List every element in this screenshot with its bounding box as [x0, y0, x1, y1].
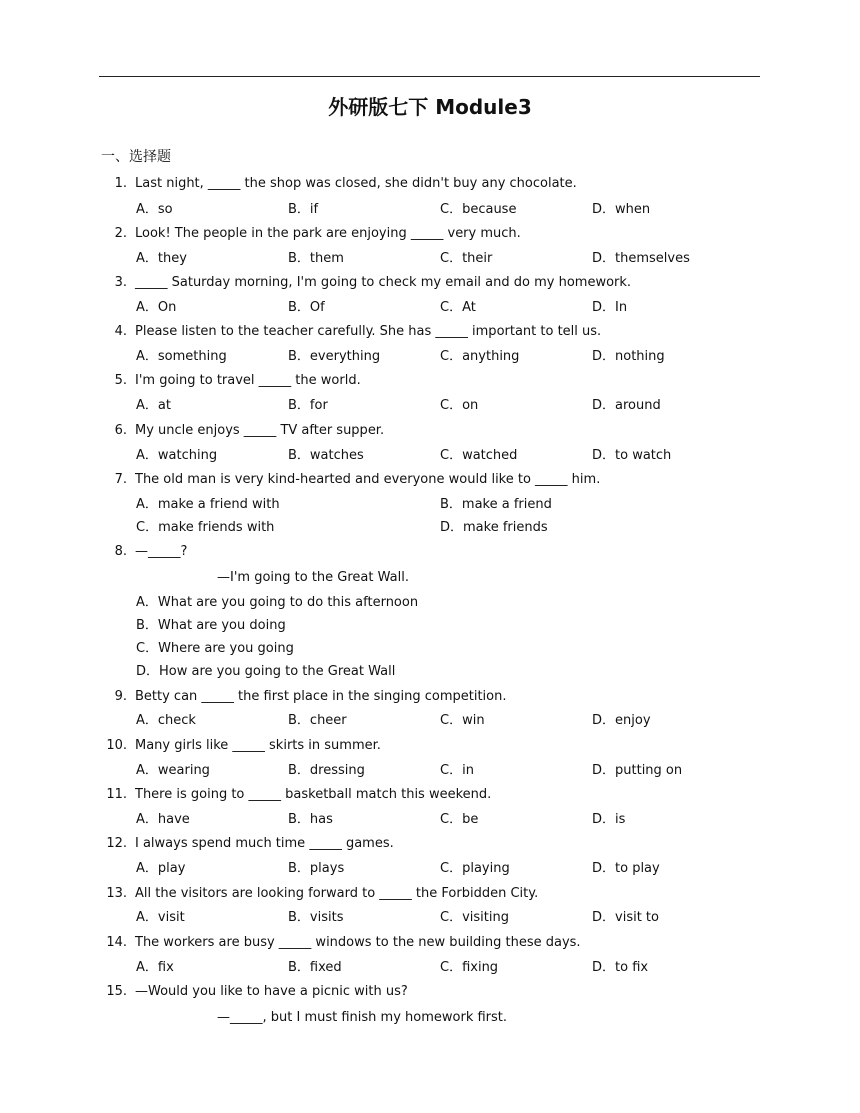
option-a[interactable]: A．On [136, 300, 177, 315]
question-number: 5. [114, 373, 127, 388]
question-11 [100, 785, 760, 805]
option-a[interactable]: A．check [136, 713, 196, 728]
page-title: 外研版七下 Module3 [328, 95, 532, 119]
option-c[interactable]: C．win [440, 713, 485, 728]
option-b[interactable]: B．watches [288, 448, 364, 463]
option-b[interactable]: B．make a friend [440, 497, 552, 512]
option-d[interactable]: D．when [592, 202, 651, 217]
question-stem: There is going to _____ basketball match this weekend. [135, 787, 492, 802]
option-c[interactable]: C．their [440, 251, 493, 266]
options-8-b [0, 616, 860, 636]
option-b[interactable]: B．visits [288, 910, 344, 925]
question-stem: Many girls like _____ skirts in summer. [135, 738, 381, 753]
option-d[interactable]: D．to play [592, 861, 660, 876]
option-b[interactable]: B．Of [288, 300, 325, 315]
question-number: 13. [106, 886, 127, 901]
question-stem: I'm going to travel _____ the world. [135, 373, 361, 388]
question-stem: Last night, _____ the shop was closed, she didn't buy any chocolate. [135, 176, 577, 191]
option-b[interactable]: B．has [288, 812, 333, 827]
option-b[interactable]: B．cheer [288, 713, 347, 728]
header-rule [99, 76, 760, 77]
question-13 [100, 884, 760, 904]
option-c[interactable]: C．Where are you going [136, 641, 294, 656]
question-4 [100, 322, 760, 342]
options-4 [0, 347, 860, 367]
option-d[interactable]: D．to watch [592, 448, 672, 463]
question-number: 7. [114, 472, 127, 487]
options-7-row2 [0, 518, 860, 538]
option-b[interactable]: B．plays [288, 861, 345, 876]
option-d[interactable]: D．to fix [592, 960, 649, 975]
option-c[interactable]: C．watched [440, 448, 518, 463]
option-b[interactable]: B．What are you doing [136, 618, 286, 633]
question-number: 10. [106, 738, 127, 753]
option-c[interactable]: C．fixing [440, 960, 499, 975]
question-stem: My uncle enjoys _____ TV after supper. [135, 423, 385, 438]
option-c[interactable]: C．visiting [440, 910, 509, 925]
option-d[interactable]: D．visit to [592, 910, 659, 925]
dialogue-reply: —I'm going to the Great Wall. [217, 570, 409, 585]
option-d[interactable]: D．In [592, 300, 628, 315]
question-stem: I always spend much time _____ games. [135, 836, 394, 851]
question-number: 9. [114, 689, 127, 704]
options-12 [0, 859, 860, 879]
question-number: 4. [114, 324, 127, 339]
option-b[interactable]: B．them [288, 251, 344, 266]
option-b[interactable]: B．dressing [288, 763, 365, 778]
question-number: 2. [114, 226, 127, 241]
option-a[interactable]: A．watching [136, 448, 218, 463]
options-8-a [0, 593, 860, 613]
options-6 [0, 446, 860, 466]
option-a[interactable]: A．make a friend with [136, 497, 280, 512]
option-b[interactable]: B．everything [288, 349, 381, 364]
options-10 [0, 761, 860, 781]
question-stem: Look! The people in the park are enjoying _____ very much. [135, 226, 521, 241]
option-d[interactable]: D．make friends [440, 520, 548, 535]
question-9 [100, 687, 760, 707]
question-10 [100, 736, 760, 756]
option-a[interactable]: A．have [136, 812, 190, 827]
options-3 [0, 298, 860, 318]
question-6 [100, 421, 760, 441]
question-7 [100, 470, 760, 490]
options-1 [0, 200, 860, 220]
question-8 [100, 542, 760, 562]
option-d[interactable]: D．is [592, 812, 626, 827]
option-d[interactable]: D．enjoy [592, 713, 651, 728]
question-14 [100, 933, 760, 953]
question-number: 3. [114, 275, 127, 290]
question-stem: Please listen to the teacher carefully. She has _____ important to tell us. [135, 324, 602, 339]
option-a[interactable]: A．visit [136, 910, 185, 925]
option-a[interactable]: A．at [136, 398, 171, 413]
question-stem: —_____? [135, 544, 188, 559]
question-number: 12. [106, 836, 127, 851]
option-c[interactable]: C．playing [440, 861, 510, 876]
option-c[interactable]: C．in [440, 763, 474, 778]
option-c[interactable]: C．be [440, 812, 479, 827]
question-1 [100, 174, 760, 194]
options-7-row1 [0, 495, 860, 515]
question-stem: _____ Saturday morning, I'm going to check my email and do my homework. [135, 275, 632, 290]
options-8-d [0, 662, 860, 682]
question-5 [100, 371, 760, 391]
options-13 [0, 908, 860, 928]
options-11 [0, 810, 860, 830]
option-a[interactable]: A．What are you going to do this afternoon [136, 595, 419, 610]
option-a[interactable]: A．wearing [136, 763, 210, 778]
option-a[interactable]: A．something [136, 349, 227, 364]
question-number: 14. [106, 935, 127, 950]
question-15 [100, 982, 760, 1002]
option-a[interactable]: A．play [136, 861, 186, 876]
question-number: 6. [114, 423, 127, 438]
options-5 [0, 396, 860, 416]
option-d[interactable]: D．around [592, 398, 661, 413]
option-a[interactable]: A．they [136, 251, 187, 266]
question-stem: All the visitors are looking forward to _____ the Forbidden City. [135, 886, 539, 901]
option-a[interactable]: A．fix [136, 960, 174, 975]
question-12 [100, 834, 760, 854]
question-number: 11. [106, 787, 127, 802]
question-2 [100, 224, 760, 244]
question-number: 15. [106, 984, 127, 999]
option-c[interactable]: C．because [440, 202, 517, 217]
option-d[interactable]: D．putting on [592, 763, 683, 778]
options-8-c [0, 639, 860, 659]
option-d[interactable]: D．nothing [592, 349, 665, 364]
question-3 [100, 273, 760, 293]
option-c[interactable]: C．anything [440, 349, 520, 364]
options-14 [0, 958, 860, 978]
question-stem: The old man is very kind-hearted and everyone would like to _____ him. [135, 472, 601, 487]
dialogue-reply: —_____, but I must finish my homework first. [217, 1010, 508, 1025]
options-2 [0, 249, 860, 269]
option-c[interactable]: C．At [440, 300, 476, 315]
question-stem: The workers are busy _____ windows to the new building these days. [135, 935, 581, 950]
option-a[interactable]: A．so [136, 202, 173, 217]
question-number: 1. [114, 176, 127, 191]
option-d[interactable]: D．themselves [592, 251, 690, 266]
option-b[interactable]: B．fixed [288, 960, 342, 975]
question-number: 8. [114, 544, 127, 559]
option-b[interactable]: B．for [288, 398, 328, 413]
options-9 [0, 711, 860, 731]
question-stem: Betty can _____ the first place in the singing competition. [135, 689, 507, 704]
section-heading: 一、选择题 [101, 149, 171, 165]
option-c[interactable]: C．make friends with [136, 520, 275, 535]
option-c[interactable]: C．on [440, 398, 479, 413]
option-b[interactable]: B．if [288, 202, 319, 217]
question-stem: —Would you like to have a picnic with us? [135, 984, 408, 999]
option-d[interactable]: D．How are you going to the Great Wall [136, 664, 396, 679]
